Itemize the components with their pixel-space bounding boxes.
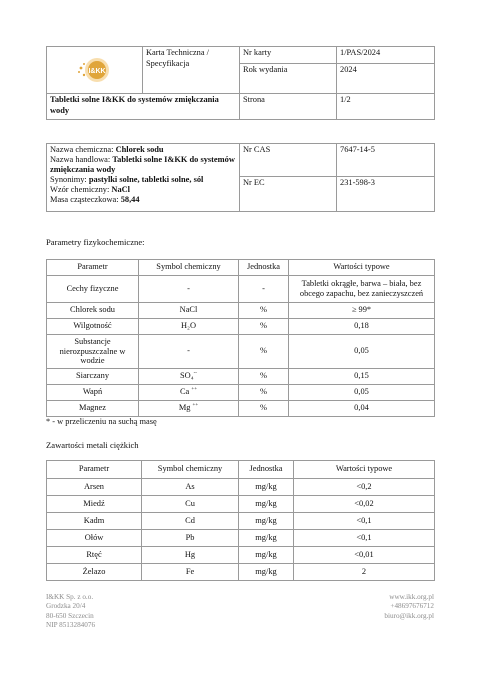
card-no-value: 1/PAS/2024 <box>337 47 435 64</box>
row-symbol: H₂O <box>139 319 239 335</box>
row-symbol: - <box>139 276 239 303</box>
row-unit: % <box>239 335 289 369</box>
footer-contact <box>384 593 434 621</box>
table-row <box>47 385 435 401</box>
row-symbol: NaCl <box>139 303 239 319</box>
table-row <box>47 479 435 496</box>
metals-header-row <box>47 461 435 479</box>
col-header: Parametr <box>47 461 142 479</box>
molar-mass: Masa cząsteczkowa: 58,44 <box>50 195 140 205</box>
identity-table <box>46 143 435 212</box>
row-symbol: Mg ++ <box>139 401 239 417</box>
row-value: <0,01 <box>294 547 435 564</box>
row-unit: % <box>239 385 289 401</box>
col-header: Symbol chemiczny <box>139 260 239 276</box>
row-value: <0,02 <box>294 496 435 513</box>
row-unit: mg/kg <box>239 530 294 547</box>
page-label: Strona <box>240 94 337 120</box>
row-value: <0,1 <box>294 513 435 530</box>
row-unit: % <box>239 401 289 417</box>
row-unit: mg/kg <box>239 513 294 530</box>
row-symbol: - <box>139 335 239 369</box>
row-value: 2 <box>294 564 435 581</box>
row-symbol: Cu <box>142 496 239 513</box>
footer-company-name: I&KK Sp. z o.o. <box>46 593 94 601</box>
row-unit: mg/kg <box>239 479 294 496</box>
row-param: Cechy fizyczne <box>47 276 139 303</box>
table-row <box>47 335 435 369</box>
row-param: Arsen <box>47 479 142 496</box>
company-logo <box>47 47 142 93</box>
formula: Wzór chemiczny: NaCl <box>50 185 131 195</box>
row-unit: mg/kg <box>239 496 294 513</box>
card-no-label: Nr karty <box>240 47 337 64</box>
row-unit: mg/kg <box>239 564 294 581</box>
synonyms: Synonimy: pastylki solne, tabletki solne, sól <box>50 175 204 185</box>
col-header: Wartości typowe <box>294 461 435 479</box>
metals-table <box>46 460 435 581</box>
table-row <box>47 401 435 417</box>
table-row <box>47 513 435 530</box>
table-row <box>47 496 435 513</box>
year-label: Rok wydania <box>240 64 337 94</box>
svg-text:I&KK: I&KK <box>87 68 106 75</box>
footer-nip: NIP 8513284076 <box>46 621 96 630</box>
logo-icon <box>75 55 115 85</box>
row-value: 0,18 <box>289 319 435 335</box>
row-unit: mg/kg <box>239 547 294 564</box>
physchem-title: Parametry fizykochemiczne: <box>46 237 145 247</box>
cas-value: 7647-14-5 <box>337 144 435 177</box>
table-row <box>47 319 435 335</box>
row-value: 0,15 <box>289 369 435 385</box>
footer-phone: +48697676712 <box>390 602 434 611</box>
row-param: Substancje nierozpuszczalne w wodzie <box>47 335 139 369</box>
year-value: 2024 <box>337 64 435 94</box>
row-unit: - <box>239 276 289 303</box>
row-value: 0,04 <box>289 401 435 417</box>
row-param: Wapń <box>47 385 139 401</box>
row-unit: % <box>239 319 289 335</box>
product-title: Tabletki solne I&KK do systemów zmiękczania wody <box>47 94 240 120</box>
row-value: ≥ 99* <box>289 303 435 319</box>
table-row <box>47 530 435 547</box>
row-value: <0,2 <box>294 479 435 496</box>
footer-email: biuro@ikk.org.pl <box>384 611 434 620</box>
row-value: Tabletki okrągłe, barwa – biała, bez obcego zapachu, bez zanieczyszczeń <box>289 276 435 303</box>
row-symbol: Cd <box>142 513 239 530</box>
metals-title: Zawartości metali ciężkich <box>46 440 139 450</box>
row-param: Magnez <box>47 401 139 417</box>
identity-cell <box>47 144 240 212</box>
row-symbol: Fe <box>142 564 239 581</box>
ec-value: 231-598-3 <box>337 177 435 212</box>
table-row <box>47 303 435 319</box>
table-row <box>47 276 435 303</box>
row-param: Wilgotność <box>47 319 139 335</box>
physchem-table <box>46 259 435 417</box>
row-value: 0,05 <box>289 335 435 369</box>
col-header: Wartości typowe <box>289 260 435 276</box>
row-value: 0,05 <box>289 385 435 401</box>
row-param: Rtęć <box>47 547 142 564</box>
col-header: Symbol chemiczny <box>142 461 239 479</box>
row-value: <0,1 <box>294 530 435 547</box>
col-header: Jednostka <box>239 461 294 479</box>
row-param: Chlorek sodu <box>47 303 139 319</box>
doc-type: Karta Techniczna / Specyfikacja <box>143 47 240 94</box>
table-row <box>47 369 435 385</box>
row-symbol: SO₄-- <box>139 369 239 385</box>
footnote: * - w przeliczeniu na suchą masę <box>46 417 157 426</box>
row-unit: % <box>239 303 289 319</box>
row-symbol: As <box>142 479 239 496</box>
row-param: Żelazo <box>47 564 142 581</box>
row-param: Kadm <box>47 513 142 530</box>
chem-name: Nazwa chemiczna: Chlorek sodu <box>50 145 164 154</box>
row-param: Siarczany <box>47 369 139 385</box>
table-row <box>47 547 435 564</box>
row-unit: % <box>239 369 289 385</box>
footer-website: www.ikk.org.pl <box>389 593 434 601</box>
row-param: Miedź <box>47 496 142 513</box>
physchem-header-row <box>47 260 435 276</box>
header-table <box>46 46 435 120</box>
ec-label: Nr EC <box>240 177 337 212</box>
footer-company <box>46 593 95 630</box>
logo-cell <box>47 47 143 94</box>
cas-label: Nr CAS <box>240 144 337 177</box>
footer-street: Grodzka 20/4 <box>46 602 86 611</box>
page-value: 1/2 <box>337 94 435 120</box>
row-symbol: Hg <box>142 547 239 564</box>
table-row <box>47 564 435 581</box>
row-param: Ołów <box>47 530 142 547</box>
col-header: Jednostka <box>239 260 289 276</box>
col-header: Parametr <box>47 260 139 276</box>
row-symbol: Pb <box>142 530 239 547</box>
row-symbol: Ca ++ <box>139 385 239 401</box>
footer-city: 80-650 Szczecin <box>46 611 94 620</box>
trade-name: Nazwa handlowa: Tabletki solne I&KK do systemów zmiękczania wody <box>50 155 235 175</box>
